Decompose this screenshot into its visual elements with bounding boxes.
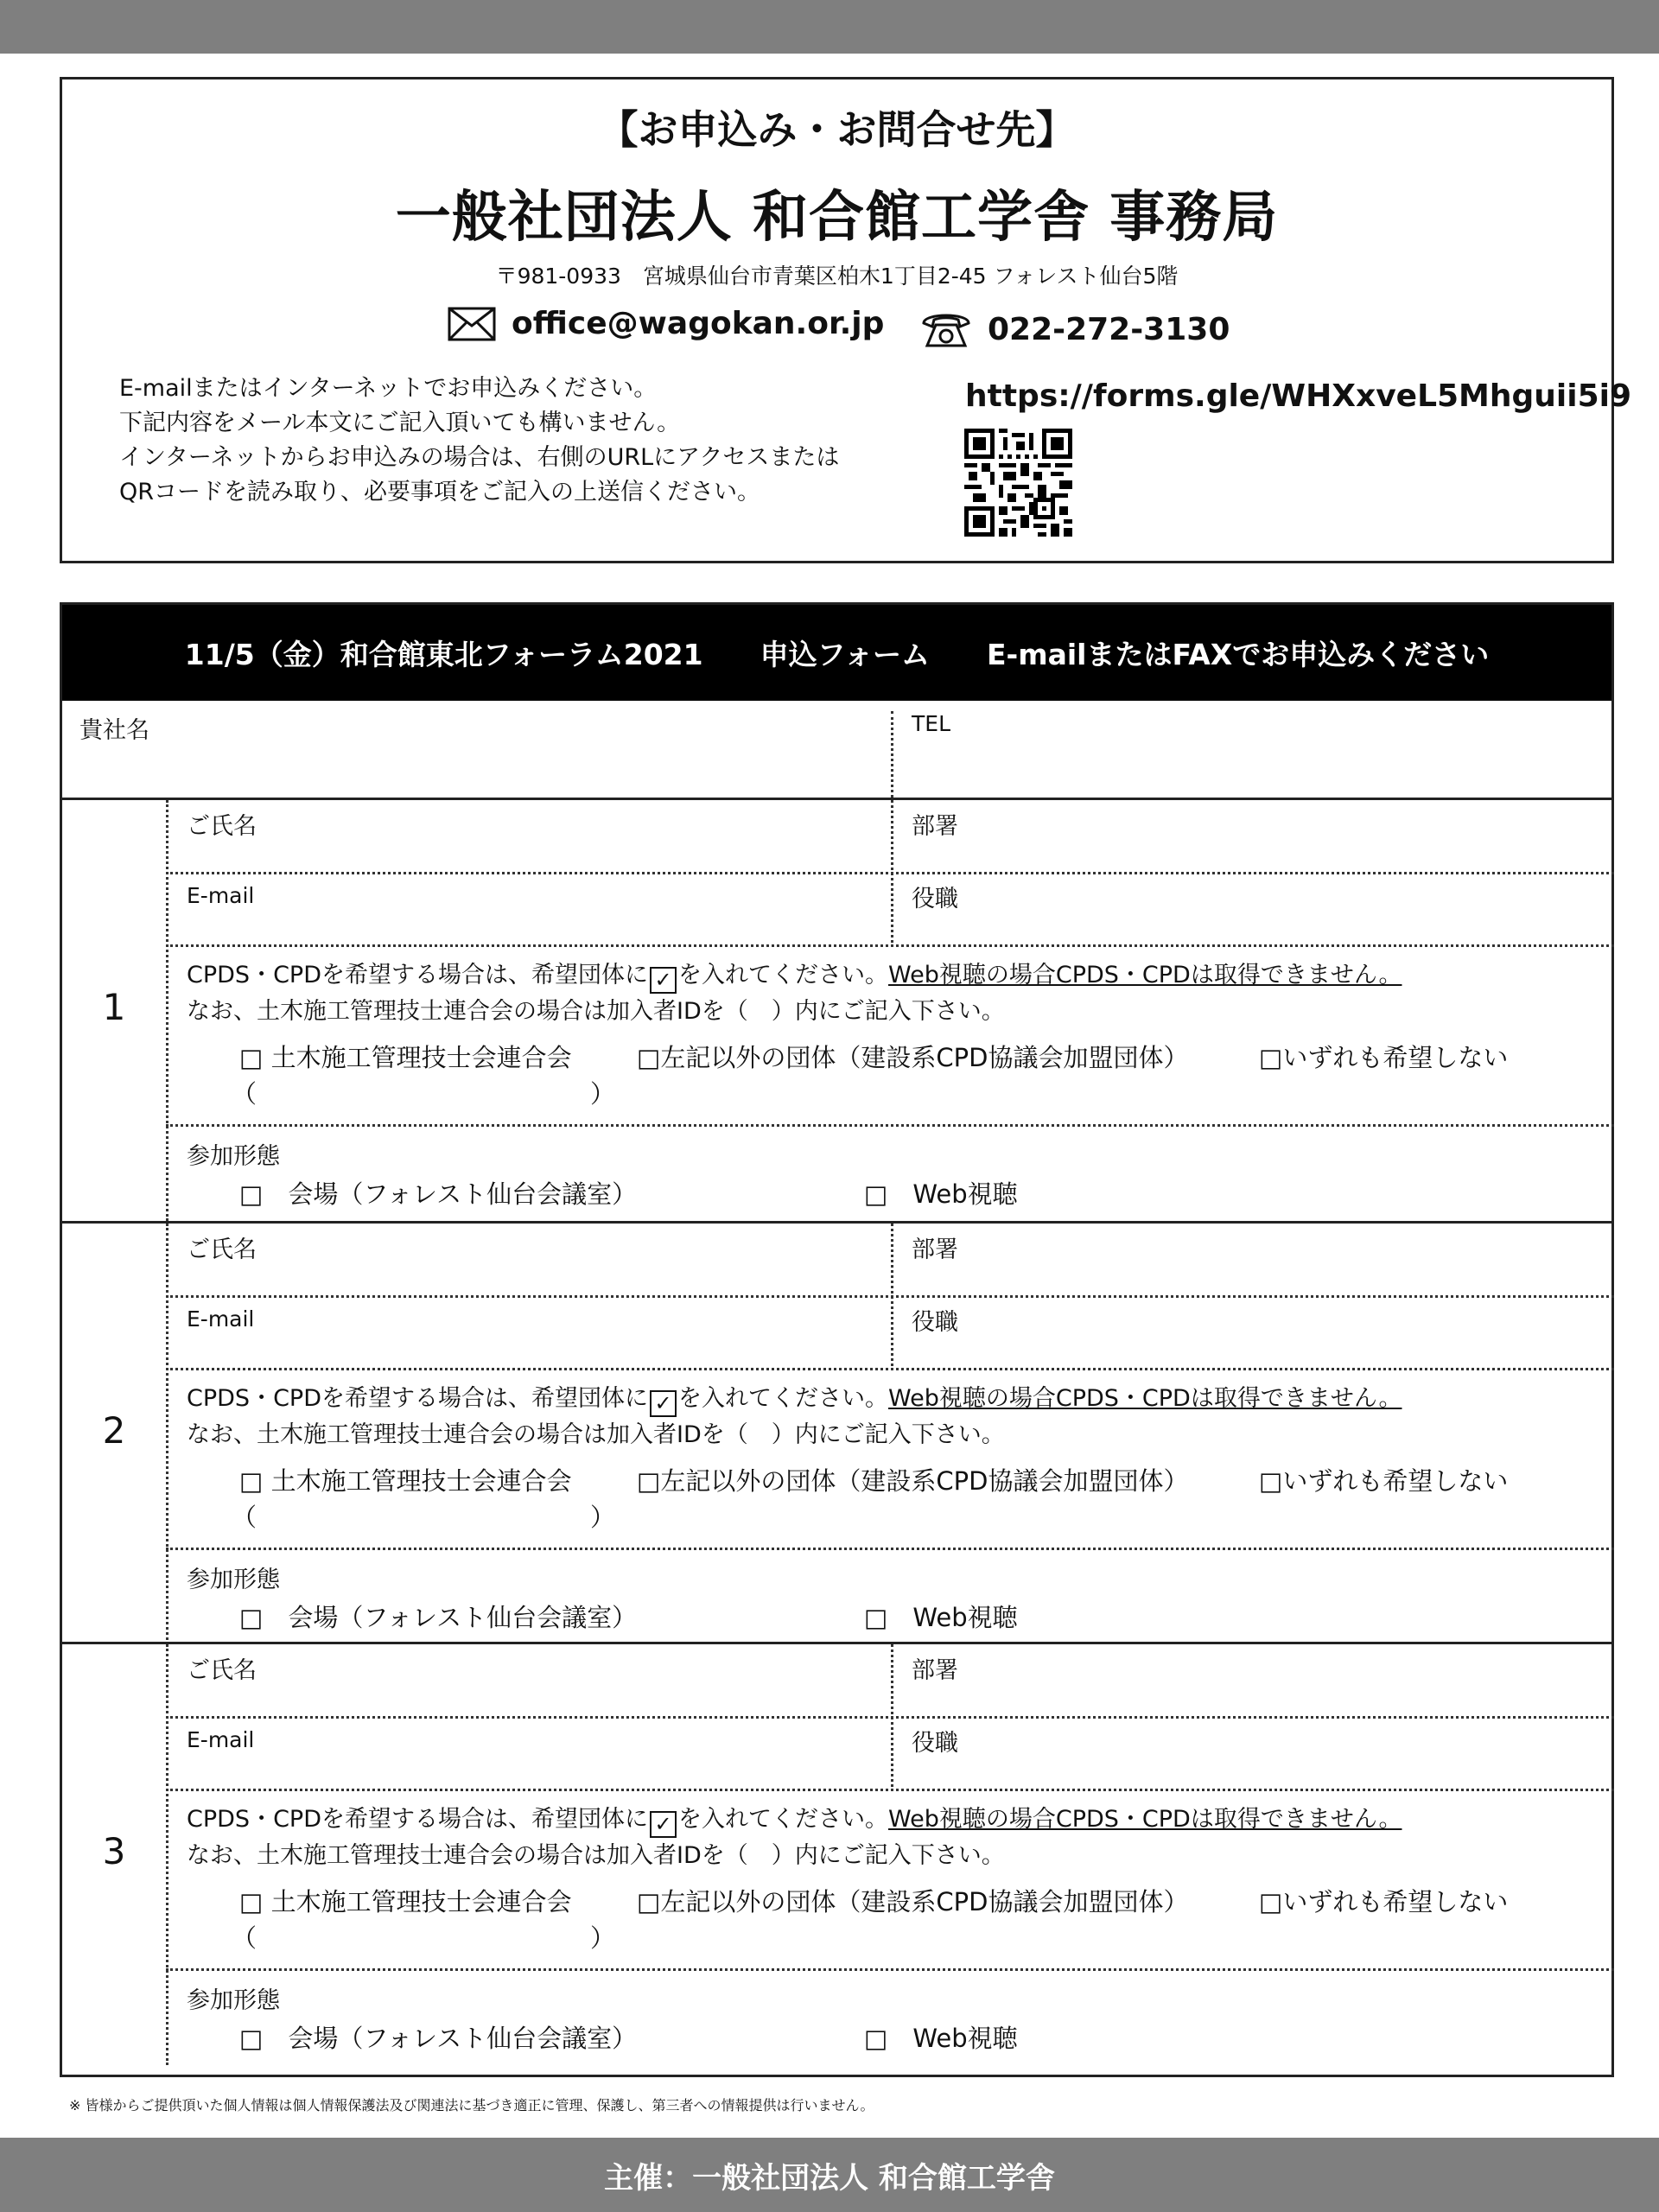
application-form <box>60 602 1614 2077</box>
note-line: QRコードを読み取り、必要事項をご記入の上送信ください。 <box>119 479 761 505</box>
job-title-field[interactable] <box>918 1755 1592 1784</box>
department-field[interactable] <box>918 1262 1592 1293</box>
tel-field[interactable] <box>918 748 1592 791</box>
email-field[interactable] <box>192 1334 874 1363</box>
email-label: E-mail <box>187 1727 255 1752</box>
company-name-field[interactable] <box>88 748 866 791</box>
divider <box>166 1124 1614 1127</box>
cpd-instructions: CPDS・CPDを希望する場合は、希望団体に ✓ を入れてください。Web視聴の場合CPDS・CPDは取得できません。 <box>187 1806 1402 1836</box>
job-title-label: 役職 <box>912 1730 958 1757</box>
cpd-option-none-checkbox[interactable]: □いずれも希望しない <box>1259 1043 1509 1072</box>
attend-web-checkbox[interactable]: □ Web視聴 <box>864 1603 1018 1632</box>
form-title: 11/5（金）和合館東北フォーラム2021 <box>184 638 703 671</box>
attendance-label: 参加形態 <box>187 1567 280 1593</box>
company-row <box>62 701 1611 800</box>
application-note <box>119 372 839 510</box>
note-line: 下記内容をメール本文にご記入頂いても構いません。 <box>119 410 681 436</box>
note-line: E-mailまたはインターネットでお申込みください。 <box>119 375 658 402</box>
phone-number[interactable]: 022-272-3130 <box>988 311 1230 347</box>
envelope-icon <box>448 307 496 341</box>
organization-name: 一般社団法人 和合館工学舎 事務局 <box>395 186 1279 250</box>
email-field[interactable] <box>192 1755 874 1784</box>
divider <box>166 1968 1614 1971</box>
email-field[interactable] <box>192 911 874 940</box>
form-header-note: E-mailまたはFAXでお申込みください <box>986 638 1490 671</box>
email-address[interactable]: office@wagokan.or.jp <box>512 306 885 341</box>
divider <box>166 1548 1614 1550</box>
attend-venue-checkbox[interactable]: □ 会場（フォレスト仙台会議室） <box>239 2024 638 2053</box>
attend-web-checkbox[interactable]: □ Web視聴 <box>864 1179 1018 1209</box>
attendance-label: 参加形態 <box>187 1987 280 2014</box>
name-field[interactable] <box>192 1262 874 1293</box>
member-id-field[interactable] <box>270 1075 624 1109</box>
name-field[interactable] <box>192 1682 874 1713</box>
id-paren-close: ） <box>590 1923 616 1953</box>
footer-organizer: 主催：一般社団法人 和合館工学舎 <box>0 2138 1659 2212</box>
cpd-warning: Web視聴の場合CPDS・CPDは取得できません。 <box>888 962 1402 988</box>
cpd-note: なお、土木施工管理技士連合会の場合は加入者IDを（ ）内にご記入下さい。 <box>187 1842 1005 1869</box>
email-label: E-mail <box>187 883 255 908</box>
privacy-footnote: ※ 皆様からご提供頂いた個人情報は個人情報保護法及び関連法に基づき適正に管理、保護し、第三者への情報提供は行いません。 <box>69 2097 874 2113</box>
divider <box>166 1644 168 2065</box>
contact-box <box>60 77 1632 563</box>
participant-block <box>62 1642 1611 2063</box>
divider <box>166 1224 168 1644</box>
participant-number: 3 <box>102 1830 126 1872</box>
email-label: E-mail <box>187 1306 255 1332</box>
form-url[interactable]: https://forms.gle/WHXxveL5Mhguii5i9 <box>965 378 1632 414</box>
cpd-option-other-checkbox[interactable]: □左記以外の団体（建設系CPD協議会加盟団体） <box>637 1887 1189 1916</box>
checkmark-icon: ✓ <box>650 1390 677 1417</box>
department-label: 部署 <box>912 1236 958 1263</box>
divider <box>891 711 893 798</box>
cpd-option-other-checkbox[interactable]: □左記以外の団体（建設系CPD協議会加盟団体） <box>637 1043 1189 1072</box>
cpd-instructions: CPDS・CPDを希望する場合は、希望団体に ✓ を入れてください。Web視聴の場合CPDS・CPDは取得できません。 <box>187 962 1402 992</box>
id-paren-open: （ <box>232 1923 257 1953</box>
divider <box>166 1789 1614 1791</box>
divider <box>166 944 1614 947</box>
cpd-option-none-checkbox[interactable]: □いずれも希望しない <box>1259 1887 1509 1916</box>
form-subtitle: 申込フォーム <box>760 638 930 671</box>
job-title-label: 役職 <box>912 886 958 912</box>
participant-block <box>62 1221 1611 1642</box>
job-title-field[interactable] <box>918 1334 1592 1363</box>
name-label: ご氏名 <box>187 1657 257 1684</box>
cpd-option-other-checkbox[interactable]: □左記以外の団体（建設系CPD協議会加盟団体） <box>637 1466 1189 1496</box>
telephone-icon <box>920 309 972 349</box>
department-label: 部署 <box>912 1657 958 1684</box>
cpd-instructions: CPDS・CPDを希望する場合は、希望団体に ✓ を入れてください。Web視聴の場合CPDS・CPDは取得できません。 <box>187 1385 1402 1415</box>
email-contact <box>448 306 884 341</box>
name-field[interactable] <box>192 838 874 869</box>
member-id-field[interactable] <box>270 1919 624 1954</box>
attendance-label: 参加形態 <box>187 1143 280 1170</box>
attend-venue-checkbox[interactable]: □ 会場（フォレスト仙台会議室） <box>239 1603 638 1632</box>
qr-code-icon[interactable] <box>964 429 1072 537</box>
participant-number: 1 <box>102 986 126 1028</box>
id-paren-open: （ <box>232 1503 257 1532</box>
cpd-note: なお、土木施工管理技士連合会の場合は加入者IDを（ ）内にご記入下さい。 <box>187 998 1005 1025</box>
address: 〒981-0933 宮城県仙台市青葉区柏木1丁目2-45 フォレスト仙台5階 <box>495 264 1179 289</box>
id-paren-open: （ <box>232 1079 257 1109</box>
divider <box>166 872 1614 874</box>
participant-block <box>62 800 1611 1221</box>
id-paren-close: ） <box>590 1079 616 1109</box>
job-title-label: 役職 <box>912 1309 958 1336</box>
attend-web-checkbox[interactable]: □ Web視聴 <box>864 2024 1018 2053</box>
checkmark-icon: ✓ <box>650 1811 677 1838</box>
participant-number: 2 <box>102 1409 126 1452</box>
department-label: 部署 <box>912 813 958 840</box>
phone-contact <box>920 309 1230 349</box>
cpd-option-union-checkbox[interactable]: □ 土木施工管理技士会連合会 <box>239 1043 572 1072</box>
cpd-warning: Web視聴の場合CPDS・CPDは取得できません。 <box>888 1385 1402 1412</box>
divider <box>166 1716 1614 1719</box>
form-header <box>62 605 1611 701</box>
cpd-warning: Web視聴の場合CPDS・CPDは取得できません。 <box>888 1806 1402 1833</box>
member-id-field[interactable] <box>270 1498 624 1533</box>
cpd-option-union-checkbox[interactable]: □ 土木施工管理技士会連合会 <box>239 1887 572 1916</box>
divider <box>166 800 168 1221</box>
cpd-option-none-checkbox[interactable]: □いずれも希望しない <box>1259 1466 1509 1496</box>
attend-venue-checkbox[interactable]: □ 会場（フォレスト仙台会議室） <box>239 1179 638 1209</box>
divider <box>166 1295 1614 1298</box>
cpd-note: なお、土木施工管理技士連合会の場合は加入者IDを（ ）内にご記入下さい。 <box>187 1421 1005 1448</box>
name-label: ご氏名 <box>187 1236 257 1263</box>
contact-heading: 【お申込み・お問合せ先】 <box>598 106 1076 153</box>
company-name-label: 貴社名 <box>79 717 149 744</box>
checkmark-icon: ✓ <box>650 967 677 994</box>
job-title-field[interactable] <box>918 911 1592 940</box>
department-field[interactable] <box>918 1682 1592 1713</box>
department-field[interactable] <box>918 838 1592 869</box>
name-label: ご氏名 <box>187 813 257 840</box>
cpd-option-union-checkbox[interactable]: □ 土木施工管理技士会連合会 <box>239 1466 572 1496</box>
id-paren-close: ） <box>590 1503 616 1532</box>
divider <box>166 1368 1614 1370</box>
top-band <box>0 0 1659 54</box>
note-line: インターネットからお申込みの場合は、右側のURLにアクセスまたは <box>119 444 840 471</box>
tel-label: TEL <box>912 711 950 736</box>
